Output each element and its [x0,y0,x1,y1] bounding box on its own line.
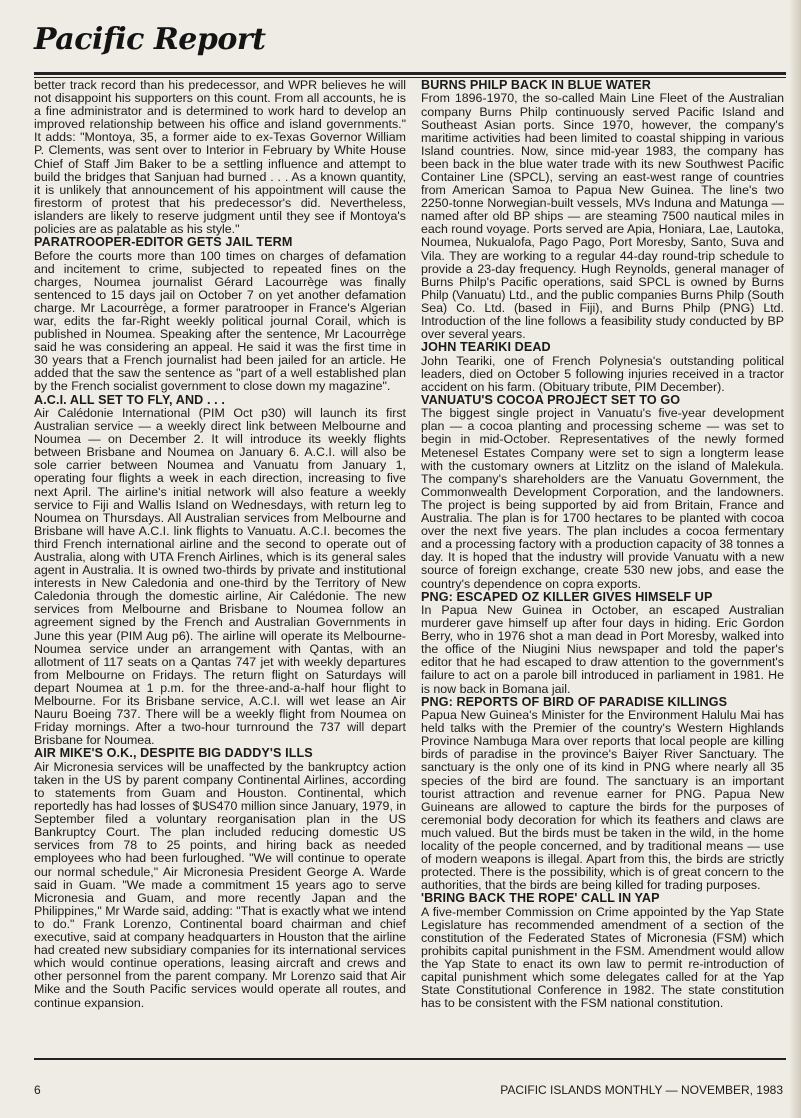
footer-rule [34,1058,786,1060]
article-paragraph: Air Micronesia services will be unaffected by the bankruptcy action taken in the US by parent company Continental Airlines, according to statements from Guam and Houston. Continental, which reportedly has had losses of $US470 million since January, 1979, in September filed a voluntary reorganisation plan in the US Bankruptcy Court. The plan included reducing domestic US services from 78 to 25 points, and hiring back as needed employees who had been furloughed. "We will continue to operate our normal schedule," Air Micronesia President George A. Warde said in Guam. "We made a commitment 15 years ago to serve Micronesia and Guam, and more recently Japan and the Philippines," Mr Warde said, adding: "That is exactly what we intend to do." Frank Lorenzo, Continental board chairman and chief executive, said at company headquarters in Houston that the airline had created new subsidiary companies for its international services which would continue operations, leasing aircraft and crews and other personnel from the parent company. Mr Lorenzo said that Air Mike and the South Pacific services would operate all routes, and continue expansion. [34,759,406,1010]
article-paragraph: The biggest single project in Vanuatu's five-year development plan — a cocoa planting and processing scheme — was set to begin in mid-October. Representatives of the newly formed Metenesel Estates Company were set to sign a longterm lease with the customary owners at Litzlitz on the island of Malekula. The company's shareholders are the Vanuatu Government, the Commonwealth Development Corporation, and the landowners. The project is being supported by aid from Britain, France and Australia. The plan is for 1700 hectares to be planted with cocoa over the next five years. The plan includes a cocoa fermentary and a processing factory with a production capacity of 38 tonnes a day. It is hoped that the industry will provide Vanuatu with a new source of foreign exchange, create 530 new jobs, and ease the country's dependence on copra exports. [421,406,784,591]
masthead-title: Pacific Report [34,22,266,57]
right-column [421,79,784,1011]
article-paragraph: better track record than his predecessor, and WPR believes he will not disappoint his supporters on this count. From all accounts, he is a fine administrator and is determined to work hard to develop an improved relationship between his office and island governments." It adds: "Montoya, 35, a former aide to ex-Texas Governor William P. Clements, was sent over to Interior in February by White House Chief of Staff Jim Baker to be a settling influence and attempt to build the bridges that Sanjuan had burned . . . As a known quantity, it is unlikely that announcement of his appointment will cause the firestorm of protest that his predecessor's did. Nevertheless, islanders are likely to reserve judgment until they see if Montoya's policies are as palatable as his style." [34,78,406,237]
page-number: 6 [34,1083,41,1097]
article-headline: VANUATU'S COCOA PROJECT SET TO GO [421,392,681,407]
article-headline: PARATROOPER-EDITOR GETS JAIL TERM [34,235,293,250]
article-headline: A.C.I. ALL SET TO FLY, AND . . . [34,392,225,407]
article-paragraph: In Papua New Guinea in October, an escaped Australian murderer gave himself up after four days in hiding. Eric Gordon Berry, who in 1976 shot a man dead in Port Moresby, walked into the office of the Niugini Nius newspaper and told the paper's editor that he had escaped to draw attention to the government's failure to act on a parole bill introduced in parliament in 1981. He is now back in Bomana jail. [421,603,784,696]
article-headline: BURNS PHILP BACK IN BLUE WATER [421,78,651,92]
article-paragraph: A five-member Commission on Crime appointed by the Yap State Legislature has recommended amendment of a section of the constitution of the Federated States of Micronesia (FSM) which prohibits capital punishment in the FSM. Amendment would allow the Yap State to enact its own law to permit re-introduction of capital punishment which some delegates called for at the Yap State Constitutional Conference in 1982. The state constitution has to be consistent with the FSM national constitution. [421,904,784,1011]
article-headline: AIR MIKE'S O.K., DESPITE BIG DADDY'S ILLS [34,746,313,761]
left-column [34,79,406,1010]
article-headline: 'BRING BACK THE ROPE' CALL IN YAP [421,891,660,906]
article-headline: PNG: ESCAPED OZ KILLER GIVES HIMSELF UP [421,589,713,604]
page-edge [789,0,801,1118]
article-paragraph: From 1896-1970, the so-called Main Line Fleet of the Australian company Burns Philp continuously served Pacific Island and Southeast Asian ports. Since 1970, however, the company's maritime activities had been limited to coastal shipping in various Island countries. Now, since mid-year 1983, the company has been back in the blue water trade with its new Southwest Pacific Container Line (SPCL), serving an east-west range of countries from American Samoa to Papua New Guinea. The line's two 2250-tonne Norwegian-built vessels, MVs Induna and Matunga — named after old BP ships — are steaming 7500 nautical miles in each round voyage. Ports served are Apia, Honiara, Lae, Lautoka, Noumea, Nukualofa, Pago Pago, Port Moresby, Santo, Suva and Vila. They are working to a regular 44-day round-trip schedule to provide a 23-day frequency. Hugh Reynolds, general manager of Burns Philp's Pacific operations, said SPCL is owned by Burns Philp (Vanuatu) Ltd., and the public companies Burns Philp (South Sea) Co. Ltd. (based in Fiji), and Burns Philp (PNG) Ltd. Introduction of the line follows a feasibility study conducted by BP over several years. [421,91,785,342]
article-paragraph: Before the courts more than 100 times on charges of defamation and incitement to crime, subjected to repeated fines on the charges, Noumea journalist Gérard Lacourrège was finally sentenced to 15 days jail on October 7 on yet another defamation charge. Mr Lacourrège, a former paratrooper in France's Algerian war, edits the far-Right weekly political journal Corail, which is published in Noumea. Speaking after the sentence, Mr Lacourrège said he was considering an appeal. He said it was the first time in 30 years that a French journalist had been jailed for an article. He added that the saw the sentence as "part of a well established plan by the French socialist government to close down my magazine". [34,248,406,394]
article-paragraph: John Teariki, one of French Polynesia's outstanding political leaders, died on October 5 following injuries received in a tractor accident on his farm. (Obituary tribute, PIM December). [421,353,784,394]
article-paragraph: Papua New Guinea's Minister for the Environment Halulu Mai has held talks with the Premier of the country's Western Highlands Province Nambuga Mara over reports that local people are killing birds of paradise in the province's Baiyer River Sanctuary. The sanctuary is the only one of its kind in PNG where nearly all 35 species of the bird are found. The sanctuary is an important tourist attraction and revenue earner for PNG. Papua New Guineans are allowed to capture the birds for the purposes of ceremonial body decoration for which its feathers and claws are much valued. But the birds must be taken in the wild, in the home locality of the people concerned, and by traditional means — use of modern weapons is illegal. Apart from this, the birds are strictly protected. There is the possibility, which is of great concern to the authorities, that the birds are being killed for trading purposes. [421,708,784,893]
article-paragraph: Air Calédonie International (PIM Oct p30) will launch its first Australian service — a weekly direct link between Melbourne and Noumea — on December 2. It will introduce its weekly flights between Brisbane and Noumea on January 6. A.C.I. will also be sole carrier between Noumea and Vanuatu from January 1, operating four flights a week in each direction, increasing to five next April. The airline's initial network will also feature a weekly service to Fiji and Wallis Island on Wednesdays, with return leg to Noumea on Thursdays. All Australian services from Melbourne and Brisbane will have A.C.I. link flights to Vanuatu. A.C.I. becomes the third French international airline and the second to operate out of Australia, along with UTA French Airlines, which is its general sales agent in Australia. It is owned two-thirds by private and institutional interests in New Caledonia and one-third by the Territory of New Caledonia through the domestic airline, Air Calédonie. The new services from Melbourne and Brisbane to Noumea follow an agreement signed by the French and Australian Governments in June this year (PIM Aug p6). The airline will operate its Melbourne-Noumea service under an arrangement with Qantas, with an allotment of 117 seats on a Qantas 747 jet with weekly departures from Melbourne on Fridays. The return flight on Saturdays will depart Noumea at 1 p.m. for the three-and-a-half hour flight to Melbourne. For its Brisbane service, A.C.I. will wet lease an Air Nauru Boeing 737. There will be a weekly flight from Noumea on Friday mornings. After a two-hour turnround the 737 will depart Brisbane for Noumea. [34,405,406,748]
article-headline: PNG: REPORTS OF BIRD OF PARADISE KILLINGS [421,694,728,709]
issue-line: PACIFIC ISLANDS MONTHLY — NOVEMBER, 1983 [500,1083,783,1097]
article-headline: JOHN TEARIKI DEAD [421,340,551,355]
